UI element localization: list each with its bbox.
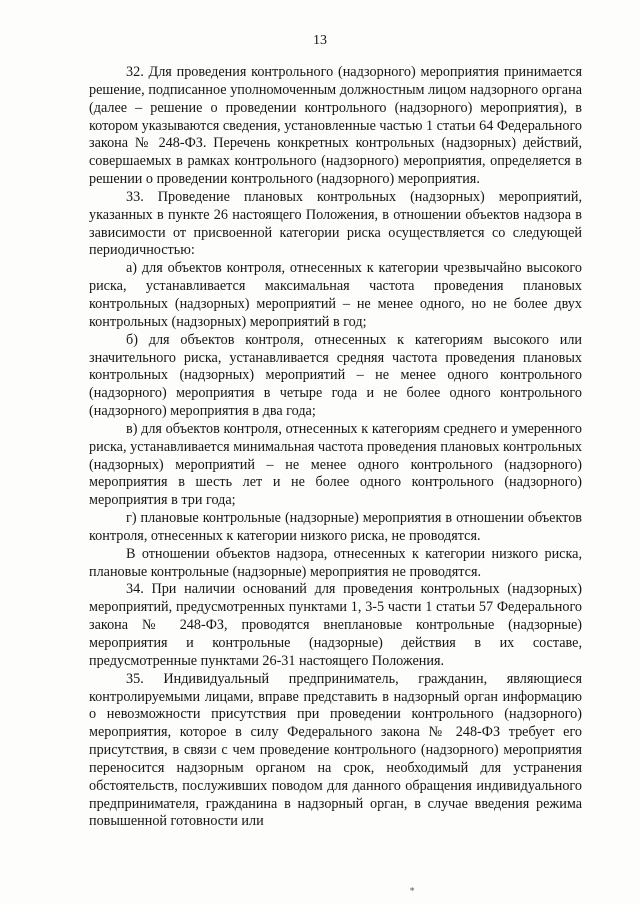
paragraph-34: 34. При наличии оснований для проведения контрольных (надзорных) мероприятий, предусмотренных пунктами 1, 3-5 части 1 статьи 57 Федерального закона № 248-ФЗ, проводятся внеплановые контрольные (надзорные) мероприятия и контрольные (надзорные) действия в их составе, предусмотренные пунктами 26-31 настоящего Положения.	[89, 581, 582, 669]
paragraph-33-b: б) для объектов контроля, отнесенных к категориям высокого или значительного риска, устанавливается средняя частота проведения плановых контрольных (надзорных) мероприятий – не менее одного контрольного (надзорного) мероприятия в четыре года и не более одного контрольного (надзорного) мероприятия в два года;	[89, 331, 582, 420]
page-number: 13	[313, 33, 327, 48]
paragraph-33-g: г) плановые контрольные (надзорные) мероприятия в отношении объектов контроля, отнесенных к категории низкого риска, не проводятся.	[89, 510, 582, 544]
paragraph-low-risk: В отношении объектов надзора, отнесенных к категории низкого риска, плановые контрольные (надзорные) мероприятия не проводятся.	[89, 545, 582, 580]
paragraph-32: 32. Для проведения контрольного (надзорного) мероприятия принимается решение, подписанное уполномоченным должностным лицом надзорного органа (далее – решение о проведении контрольного (надзорного) мероприятия), в котором указываются сведения, установленные частью 1 статьи 64 Федерального закона № 248-ФЗ. Перечень конкретных контрольных (надзорных) действий, совершаемых в рамках контрольного (надзорного) мероприятия, определяется в решении о проведении контрольного (надзорного) мероприятия.	[89, 64, 582, 188]
document-body	[89, 64, 582, 831]
paragraph-33-a: а) для объектов контроля, отнесенных к категории чрезвычайно высокого риска, устанавливается максимальная частота проведения плановых контрольных (надзорных) мероприятий – не менее одного, но не более двух контрольных (надзорных) мероприятий в год;	[89, 260, 582, 330]
paragraph-35: 35. Индивидуальный предприниматель, гражданин, являющиеся контролируемыми лицами, вправе представить в надзорный орган информацию о невозможности присутствия при проведении контрольного (надзорного) мероприятия, которое в силу Федерального закона № 248-ФЗ требует его присутствия, в связи с чем проведение контрольного (надзорного) мероприятия переносится надзорным органом на срок, необходимый для устранения обстоятельств, послуживших поводом для данного обращения индивидуального предпринимателя, гражданина в надзорный орган, в случае введения режима повышенной готовности или	[89, 670, 582, 830]
paragraph-33: 33. Проведение плановых контрольных (надзорных) мероприятий, указанных в пункте 26 настоящего Положения, в отношении объектов надзора в зависимости от присвоенной категории риска осуществляется со следующей периодичностью:	[89, 188, 582, 259]
paragraph-33-v: в) для объектов контроля, отнесенных к категориям среднего и умеренного риска, устанавливается минимальная частота проведения плановых контрольных (надзорных) мероприятий – не менее одного контрольного (надзорного) мероприятия в шесть лет и не более одного контрольного (надзорного) мероприятия в три года;	[89, 420, 582, 509]
footer-mark: ∗	[409, 884, 416, 894]
